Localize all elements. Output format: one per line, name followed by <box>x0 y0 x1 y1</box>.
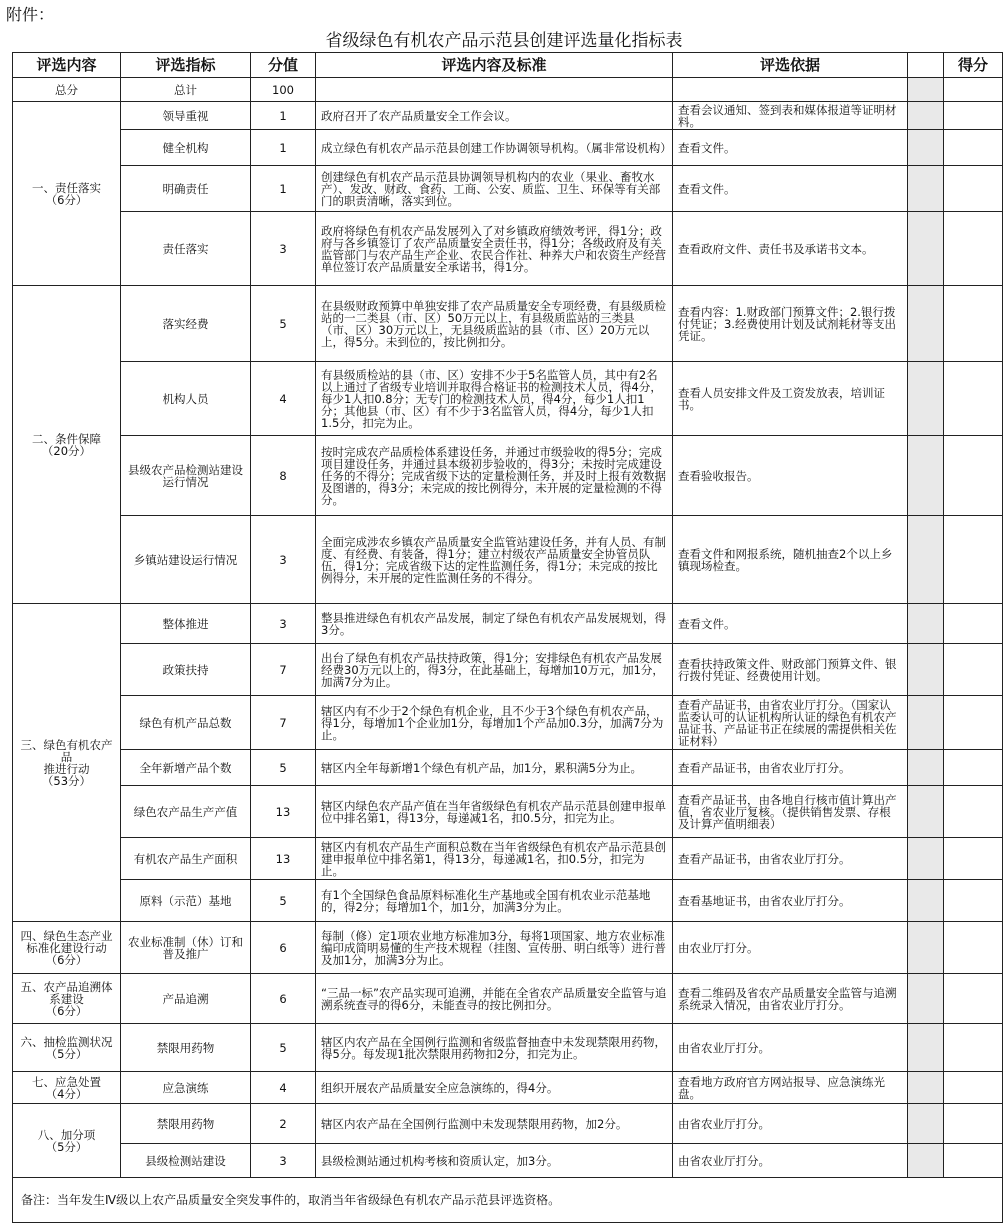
indicator-cell: 健全机构 <box>121 130 251 166</box>
basis-cell: 查看二维码及省农产品质量安全监管与追溯系统录入情况，由省农业厅打分。 <box>673 974 908 1024</box>
criteria-cell: 全面完成涉农乡镇农产品质量安全监管站建设任务，并有人员、有制度、有经费、有装备，得1分；建立村级农产品质量安全协管员队伍，得1分；完成省级下达的定性监测任务，得1分；未完成的按比例得分，未开展的定性监测任务的不得分。 <box>316 516 673 604</box>
basis-cell: 查看政府文件、责任书及承诺书文本。 <box>673 212 908 286</box>
table-row <box>13 286 1003 362</box>
earned-cell <box>944 838 1003 880</box>
basis-cell: 查看人员安排文件及工资发放表，培训证书。 <box>673 362 908 436</box>
criteria-cell: 每制（修）定1项农业地方标准加3分，每将1项国家、地方农业标准编印成简明易懂的生产技术规程（挂图、宣传册、明白纸等）进行普及加1分，加满3分为止。 <box>316 922 673 974</box>
category-cell: 三、绿色有机农产品 推进行动 （53分） <box>13 604 121 922</box>
table-row <box>13 696 1003 750</box>
header-basis: 评选依据 <box>673 53 908 78</box>
category-cell: 四、绿色生态产业标准化建设行动 （6分） <box>13 922 121 974</box>
header-shade <box>908 53 944 78</box>
shade-cell <box>908 1104 944 1144</box>
earned-cell <box>944 1024 1003 1072</box>
total-shade <box>908 78 944 102</box>
indicator-cell: 县级农产品检测站建设运行情况 <box>121 436 251 516</box>
total-criteria <box>316 78 673 102</box>
criteria-cell: 成立绿色有机农产品示范县创建工作协调领导机构。（属非常设机构） <box>316 130 673 166</box>
table-row <box>13 212 1003 286</box>
total-score: 100 <box>251 78 316 102</box>
note-text: 备注：当年发生Ⅳ级以上农产品质量安全突发事件的，取消当年省级绿色有机农产品示范县评选资格。 <box>13 1178 1003 1223</box>
total-row <box>13 78 1003 102</box>
total-indicator: 总计 <box>121 78 251 102</box>
score-cell: 4 <box>251 1072 316 1104</box>
shade-cell <box>908 212 944 286</box>
basis-cell: 查看产品证书，由省农业厅打分。（国家认监委认可的认证机构所认证的绿色有机农产品证书、产品证书正在续展的需提供相关佐证材料） <box>673 696 908 750</box>
earned-cell <box>944 166 1003 212</box>
indicator-cell: 产品追溯 <box>121 974 251 1024</box>
earned-cell <box>944 516 1003 604</box>
criteria-cell: 整县推进绿色有机农产品发展，制定了绿色有机农产品发展规划，得3分。 <box>316 604 673 644</box>
earned-cell <box>944 974 1003 1024</box>
score-cell: 5 <box>251 1024 316 1072</box>
basis-cell: 查看产品证书，由省农业厅打分。 <box>673 750 908 786</box>
criteria-cell: 按时完成农产品质检体系建设任务，并通过市级验收的得5分；完成项目建设任务，并通过县本级初步验收的，得3分；未按时完成建设任务的不得分；完成省级下达的定量检测任务，并及时上报有效数据及图谱的，得3分；未完成的按比例得分，未开展的定量检测的不得分。 <box>316 436 673 516</box>
header-indicator: 评选指标 <box>121 53 251 78</box>
header-criteria: 评选内容及标准 <box>316 53 673 78</box>
indicator-cell: 应急演练 <box>121 1072 251 1104</box>
score-cell: 5 <box>251 286 316 362</box>
header-score: 分值 <box>251 53 316 78</box>
earned-cell <box>944 102 1003 130</box>
table-row <box>13 750 1003 786</box>
score-cell: 3 <box>251 516 316 604</box>
table-row <box>13 1072 1003 1104</box>
shade-cell <box>908 102 944 130</box>
earned-cell <box>944 1072 1003 1104</box>
indicator-cell: 明确责任 <box>121 166 251 212</box>
earned-cell <box>944 212 1003 286</box>
table-row <box>13 604 1003 644</box>
earned-cell <box>944 750 1003 786</box>
criteria-cell: “三品一标”农产品实现可追溯，并能在全省农产品质量安全监管与追溯系统查寻的得6分，未能查寻的按比例扣分。 <box>316 974 673 1024</box>
header-row <box>13 53 1003 78</box>
shade-cell <box>908 786 944 838</box>
indicator-cell: 机构人员 <box>121 362 251 436</box>
shade-cell <box>908 880 944 922</box>
earned-cell <box>944 286 1003 362</box>
basis-cell: 查看文件。 <box>673 166 908 212</box>
indicator-cell: 绿色有机产品总数 <box>121 696 251 750</box>
shade-cell <box>908 516 944 604</box>
criteria-cell: 政府召开了农产品质量安全工作会议。 <box>316 102 673 130</box>
category-cell: 二、条件保障 （20分） <box>13 286 121 604</box>
shade-cell <box>908 644 944 696</box>
basis-cell: 由省农业厅打分。 <box>673 1024 908 1072</box>
shade-cell <box>908 838 944 880</box>
criteria-cell: 辖区内有不少于2个绿色有机企业，且不少于3个绿色有机农产品，得1分，每增加1个企业加1分，每增加1个产品加0.3分，加满7分为止。 <box>316 696 673 750</box>
criteria-cell: 有1个全国绿色食品原料标准化生产基地或全国有机农业示范基地的，得2分；每增加1个，加1分，加满3分为止。 <box>316 880 673 922</box>
earned-cell <box>944 1144 1003 1178</box>
shade-cell <box>908 362 944 436</box>
earned-cell <box>944 644 1003 696</box>
earned-cell <box>944 130 1003 166</box>
category-cell: 六、抽检监测状况（5分） <box>13 1024 121 1072</box>
score-cell: 13 <box>251 838 316 880</box>
shade-cell <box>908 750 944 786</box>
category-cell: 八、加分项 （5分） <box>13 1104 121 1178</box>
shade-cell <box>908 1024 944 1072</box>
table-row <box>13 102 1003 130</box>
earned-cell <box>944 922 1003 974</box>
shade-cell <box>908 696 944 750</box>
score-cell: 3 <box>251 212 316 286</box>
criteria-cell: 辖区内农产品在全国例行监测和省级监督抽查中未发现禁限用药物，得5分。每发现1批次禁限用药物扣2分，扣完为止。 <box>316 1024 673 1072</box>
earned-cell <box>944 880 1003 922</box>
header-content: 评选内容 <box>13 53 121 78</box>
total-content: 总分 <box>13 78 121 102</box>
shade-cell <box>908 604 944 644</box>
category-cell: 七、应急处置 （4分） <box>13 1072 121 1104</box>
basis-cell: 由省农业厅打分。 <box>673 1104 908 1144</box>
shade-cell <box>908 922 944 974</box>
attachment-label: 附件： <box>6 5 55 24</box>
table-row <box>13 1024 1003 1072</box>
criteria-cell: 辖区内农产品在全国例行监测中未发现禁限用药物，加2分。 <box>316 1104 673 1144</box>
shade-cell <box>908 130 944 166</box>
basis-cell: 由省农业厅打分。 <box>673 1144 908 1178</box>
criteria-cell: 创建绿色有机农产品示范县协调领导机构内的农业（果业、畜牧水产）、发改、财政、食药、工商、公安、质监、卫生、环保等有关部门的职责清晰，落实到位。 <box>316 166 673 212</box>
total-basis <box>673 78 908 102</box>
indicator-cell: 禁限用药物 <box>121 1024 251 1072</box>
document-title: 省级绿色有机农产品示范县创建评选量化指标表 <box>325 31 683 51</box>
earned-cell <box>944 786 1003 838</box>
score-cell: 8 <box>251 436 316 516</box>
table-row <box>13 1104 1003 1144</box>
indicator-cell: 禁限用药物 <box>121 1104 251 1144</box>
indicator-cell: 农业标准制（休）订和普及推广 <box>121 922 251 974</box>
criteria-cell: 组织开展农产品质量安全应急演练的，得4分。 <box>316 1072 673 1104</box>
basis-cell: 查看文件。 <box>673 130 908 166</box>
earned-cell <box>944 1104 1003 1144</box>
shade-cell <box>908 286 944 362</box>
indicator-cell: 有机农产品生产面积 <box>121 838 251 880</box>
basis-cell: 查看会议通知、签到表和媒体报道等证明材料。 <box>673 102 908 130</box>
table-row <box>13 362 1003 436</box>
table-row <box>13 130 1003 166</box>
score-cell: 3 <box>251 1144 316 1178</box>
header-earned: 得分 <box>944 53 1003 78</box>
shade-cell <box>908 1072 944 1104</box>
category-cell: 五、农产品追溯体系建设 （6分） <box>13 974 121 1024</box>
criteria-cell: 辖区内绿色农产品产值在当年省级绿色有机农产品示范县创建申报单位中排名第1，得13分，每递减1名，扣0.5分，扣完为止。 <box>316 786 673 838</box>
indicator-cell: 落实经费 <box>121 286 251 362</box>
indicator-cell: 整体推进 <box>121 604 251 644</box>
criteria-cell: 辖区内有机农产品生产面积总数在当年省级绿色有机农产品示范县创建申报单位中排名第1，得13分，每递减1名，扣0.5分，扣完为止。 <box>316 838 673 880</box>
score-cell: 1 <box>251 130 316 166</box>
indicator-cell: 领导重视 <box>121 102 251 130</box>
category-cell: 一、责任落实 （6分） <box>13 102 121 286</box>
table-row <box>13 974 1003 1024</box>
basis-cell: 查看地方政府官方网站报导、应急演练光盘。 <box>673 1072 908 1104</box>
table-row <box>13 880 1003 922</box>
indicator-cell: 乡镇站建设运行情况 <box>121 516 251 604</box>
shade-cell <box>908 166 944 212</box>
basis-cell: 由农业厅打分。 <box>673 922 908 974</box>
score-cell: 3 <box>251 604 316 644</box>
criteria-cell: 出台了绿色有机农产品扶持政策，得1分；安排绿色有机农产品发展经费30万元以上的，得3分，在此基础上，每增加10万元，加1分，加满7分为止。 <box>316 644 673 696</box>
criteria-cell: 辖区内全年每新增1个绿色有机产品，加1分，累积满5分为止。 <box>316 750 673 786</box>
basis-cell: 查看基地证书，由省农业厅打分。 <box>673 880 908 922</box>
table-row <box>13 516 1003 604</box>
table-row <box>13 786 1003 838</box>
score-cell: 5 <box>251 880 316 922</box>
basis-cell: 查看文件和网报系统，随机抽查2个以上乡镇现场检查。 <box>673 516 908 604</box>
earned-cell <box>944 362 1003 436</box>
note-row <box>13 1178 1003 1223</box>
indicator-cell: 绿色农产品生产产值 <box>121 786 251 838</box>
score-cell: 13 <box>251 786 316 838</box>
earned-cell <box>944 604 1003 644</box>
shade-cell <box>908 1144 944 1178</box>
score-cell: 5 <box>251 750 316 786</box>
basis-cell: 查看扶持政策文件、财政部门预算文件、银行拨付凭证、经费使用计划。 <box>673 644 908 696</box>
score-cell: 6 <box>251 974 316 1024</box>
criteria-cell: 县级检测站通过机构考核和资质认定，加3分。 <box>316 1144 673 1178</box>
indicator-cell: 政策扶持 <box>121 644 251 696</box>
indicator-cell: 全年新增产品个数 <box>121 750 251 786</box>
earned-cell <box>944 696 1003 750</box>
score-cell: 4 <box>251 362 316 436</box>
table-row <box>13 436 1003 516</box>
shade-cell <box>908 974 944 1024</box>
basis-cell: 查看文件。 <box>673 604 908 644</box>
score-cell: 1 <box>251 166 316 212</box>
table-row <box>13 166 1003 212</box>
basis-cell: 查看产品证书，由省农业厅打分。 <box>673 838 908 880</box>
total-earned <box>944 78 1003 102</box>
score-cell: 6 <box>251 922 316 974</box>
earned-cell <box>944 436 1003 516</box>
criteria-cell: 政府将绿色有机农产品发展列入了对乡镇政府绩效考评，得1分；政府与各乡镇签订了农产品质量安全责任书，得1分；各级政府及有关监管部门与农产品生产企业、农民合作社、种养大户和农资生产经营单位签订农产品质量安全承诺书，得1分。 <box>316 212 673 286</box>
score-cell: 1 <box>251 102 316 130</box>
evaluation-table <box>12 52 1003 1223</box>
criteria-cell: 在县级财政预算中单独安排了农产品质量安全专项经费，有县级质检站的一二类县（市、区）50万元以上，有县级质监站的三类县（市、区）30万元以上，无县级质监站的县（市、区）20万元以上，得5分。未到位的，按比例扣分。 <box>316 286 673 362</box>
basis-cell: 查看验收报告。 <box>673 436 908 516</box>
table-row <box>13 1144 1003 1178</box>
indicator-cell: 原料（示范）基地 <box>121 880 251 922</box>
shade-cell <box>908 436 944 516</box>
table-row <box>13 922 1003 974</box>
table-row <box>13 838 1003 880</box>
criteria-cell: 有县级质检站的县（市、区）安排不少于5名监管人员，其中有2名以上通过了省级专业培训并取得合格证书的检测技术人员，得4分，每少1人扣0.8分；无专门的检测技术人员，得4分，每少1人扣1分；其他县（市、区）有不少于3名监管人员，得4分，每少1人扣1.5分，扣完为止。 <box>316 362 673 436</box>
basis-cell: 查看产品证书，由各地自行核市值计算出产值，省农业厅复核。（提供销售发票、存根及计算产值明细表） <box>673 786 908 838</box>
table-row <box>13 644 1003 696</box>
basis-cell: 查看内容：1.财政部门预算文件；2.银行拨付凭证；3.经费使用计划及试剂耗材等支出凭证。 <box>673 286 908 362</box>
score-cell: 2 <box>251 1104 316 1144</box>
score-cell: 7 <box>251 696 316 750</box>
indicator-cell: 责任落实 <box>121 212 251 286</box>
score-cell: 7 <box>251 644 316 696</box>
indicator-cell: 县级检测站建设 <box>121 1144 251 1178</box>
